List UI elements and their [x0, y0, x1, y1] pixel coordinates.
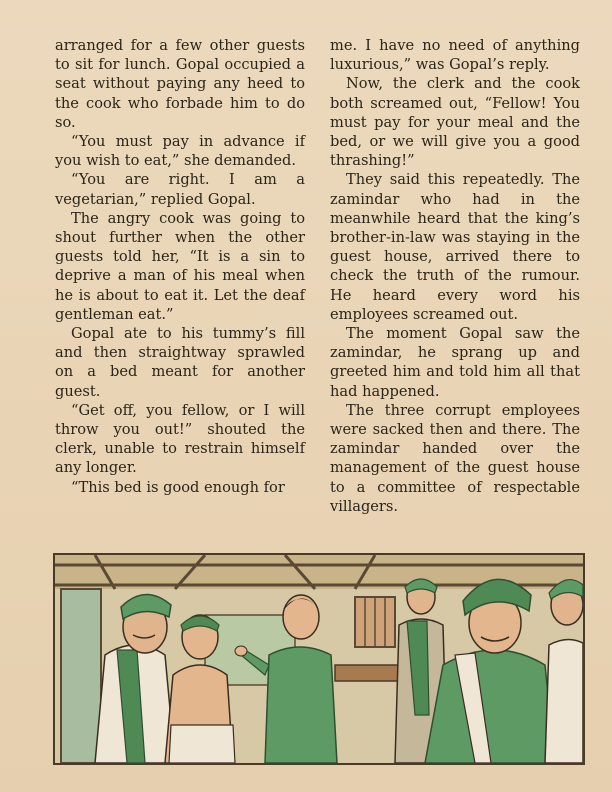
paragraph: They said this repeatedly. The zamindar who had in the meanwhile heard that the king’s brother-in-law was staying in the guest house, arrived there to check the truth of the rumour. He heard every word his employees screamed out.: [330, 171, 580, 323]
paragraph: arranged for a few other guests to sit for lunch. Gopal occupied a seat without paying any heed to the cook who forbade him to do so.: [55, 37, 305, 131]
paragraph: “You are right. I am a vegetarian,” replied Gopal.: [55, 171, 305, 208]
paragraph: me. I have no need of anything luxurious,” was Gopal’s reply.: [330, 37, 580, 74]
paragraph: The three corrupt employees were sacked then and there. The zamindar handed over the management of the guest house to a committee of respectable villagers.: [330, 401, 580, 515]
right-text-column: [330, 36, 580, 516]
paragraph: Gopal ate to his tummy’s fill and then straightway sprawled on a bed meant for another guest.: [55, 325, 305, 400]
paragraph: “You must pay in advance if you wish to eat,” she demanded.: [55, 133, 305, 170]
left-text-column: [55, 36, 305, 497]
paragraph: Now, the clerk and the cook both screamed out, “Fellow! You must pay for your meal and the bed, or we will give you a good thrashing!”: [330, 75, 580, 170]
paragraph: The angry cook was going to shout further when the other guests told her, “It is a sin to deprive a man of his meal when he is about to eat it. Let the deaf gentleman eat.”: [55, 209, 305, 323]
story-illustration: [53, 553, 585, 765]
figure-bystander: [545, 580, 583, 763]
paragraph: “Get off, you fellow, or I will throw you out!” shouted the clerk, unable to restrain himself any longer.: [55, 401, 305, 477]
paragraph: “This bed is good enough for: [71, 478, 285, 496]
paragraph: The moment Gopal saw the zamindar, he sprang up and greeted him and told him all that had happened.: [330, 325, 580, 400]
illustration-drawing: [55, 555, 583, 763]
